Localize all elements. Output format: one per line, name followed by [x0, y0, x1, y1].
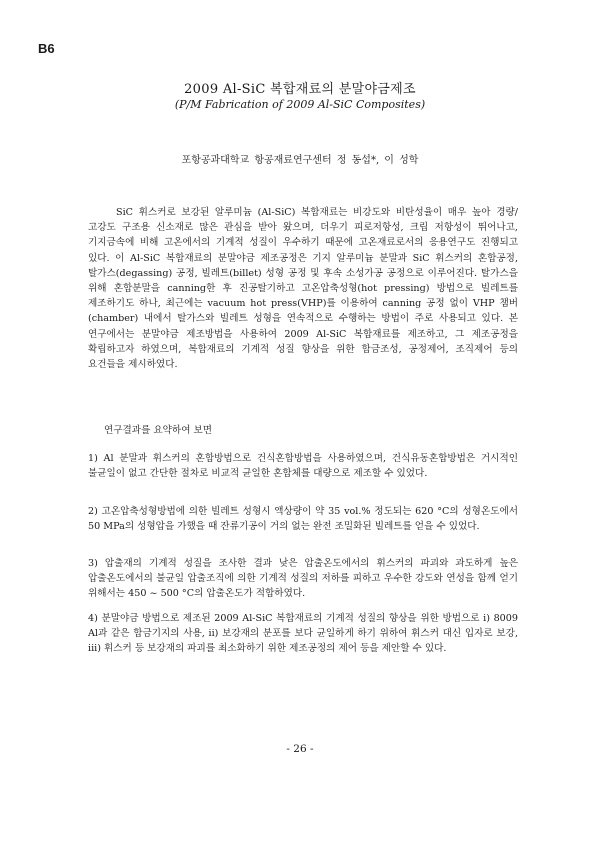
abstract-paragraph: SiC 휘스커로 보강된 알루미늄 (Al-SiC) 복합재료는 비강도와 비탄성율이 매우 높아 경량/고강도 구조용 신소재로 많은 관심을 받아 왔으며, 더우기 피로저항성, 크립 저항성이 뛰어나고, 기지금속에 비해 고온에서의 기계적 성질이 우수하기 때문에 고온재료로서의 응용연구도 진행되고 있다. 이 Al-SiC 복합재료의 분말야금 제조공정은 기지 알루미늄 분말과 SiC 휘스커의 혼합공정, 탈가스(degassing) 공정, 빌레트(billet) 성형 공정 및 후속 소성가공 공정으로 이루어진다. 탈가스을 위해 혼합분말을 canning한 후 진공탈기하고 고온압축성형(hot pressing) 방법으로 빌레트를 제조하기도 하나, 최근에는 vacuum hot press(VHP)를 이용하여 canning 공정 없이 VHP 챔버(chamber) 내에서 탈가스와 빌레트 성형을 연속적으로 수행하는 방법이 주로 사용되고 있다. 본 연구에서는 분말야금 제조방법을 사용하여 2009 Al-SiC 복합재료를 제조하고, 그 제조공정을 확립하고자 하였으며, 복합재료의 기계적 성질 향상을 위한 합금조성, 공정제어, 조직제어 등의 요건들을 제시하였다. — [88, 207, 518, 371]
paper-subtitle: (P/M Fabrication of 2009 Al-SiC Composites) — [174, 98, 426, 111]
paper-title: 2009 Al-SiC 복합재료의 분말야금제조 — [184, 82, 416, 97]
page-number: - 26 - — [286, 743, 314, 755]
summary-heading: 연구결과를 요약하여 보면 — [104, 425, 213, 436]
result-item-4: 4) 분말야금 방법으로 제조된 2009 Al-SiC 복합재료의 기계적 성질의 향상을 위한 방법으로 i) 8009 Al과 같은 합금기지의 사용, ii) 보강재의 분포를 보다 균일하게 하기 위하여 휘스커 대신 입자로 보강, iii) 휘스커 등 보강재의 파괴를 최소화하기 위한 제조공정의 제어 등을 제안할 수 있다. — [88, 613, 518, 655]
result-item-2: 2) 고온압축성형방법에 의한 빌레트 성형시 액상량이 약 35 vol.% 정도되는 620 °C의 성형온도에서 50 MPa의 성형압을 가했을 때 잔류기공이 거의 없는 완전 조밀화된 빌레트를 얻을 수 있었다. — [88, 506, 518, 533]
result-item-1: 1) Al 분말과 휘스커의 혼합방법으로 건식혼합방법을 사용하였으며, 건식유동혼합방법은 거시적인 불균일이 없고 간단한 절차로 비교적 균일한 혼합체를 대량으로 제조할 수 있었다. — [88, 453, 518, 480]
authors-affiliation: 포항공과대학교 항공재료연구센터 정 동섭*, 이 성학 — [181, 155, 419, 166]
result-item-3: 3) 압출재의 기계적 성질을 조사한 결과 낮은 압출온도에서의 휘스커의 파괴와 과도하게 높은 압출온도에서의 불균일 압출조직에 의한 기계적 성질의 저하를 피하고 우수한 강도와 연성을 함께 얻기 위해서는 450 ~ 500 °C의 압출온도가 적합하였다. — [88, 558, 518, 600]
page-code: B6 — [38, 41, 55, 56]
